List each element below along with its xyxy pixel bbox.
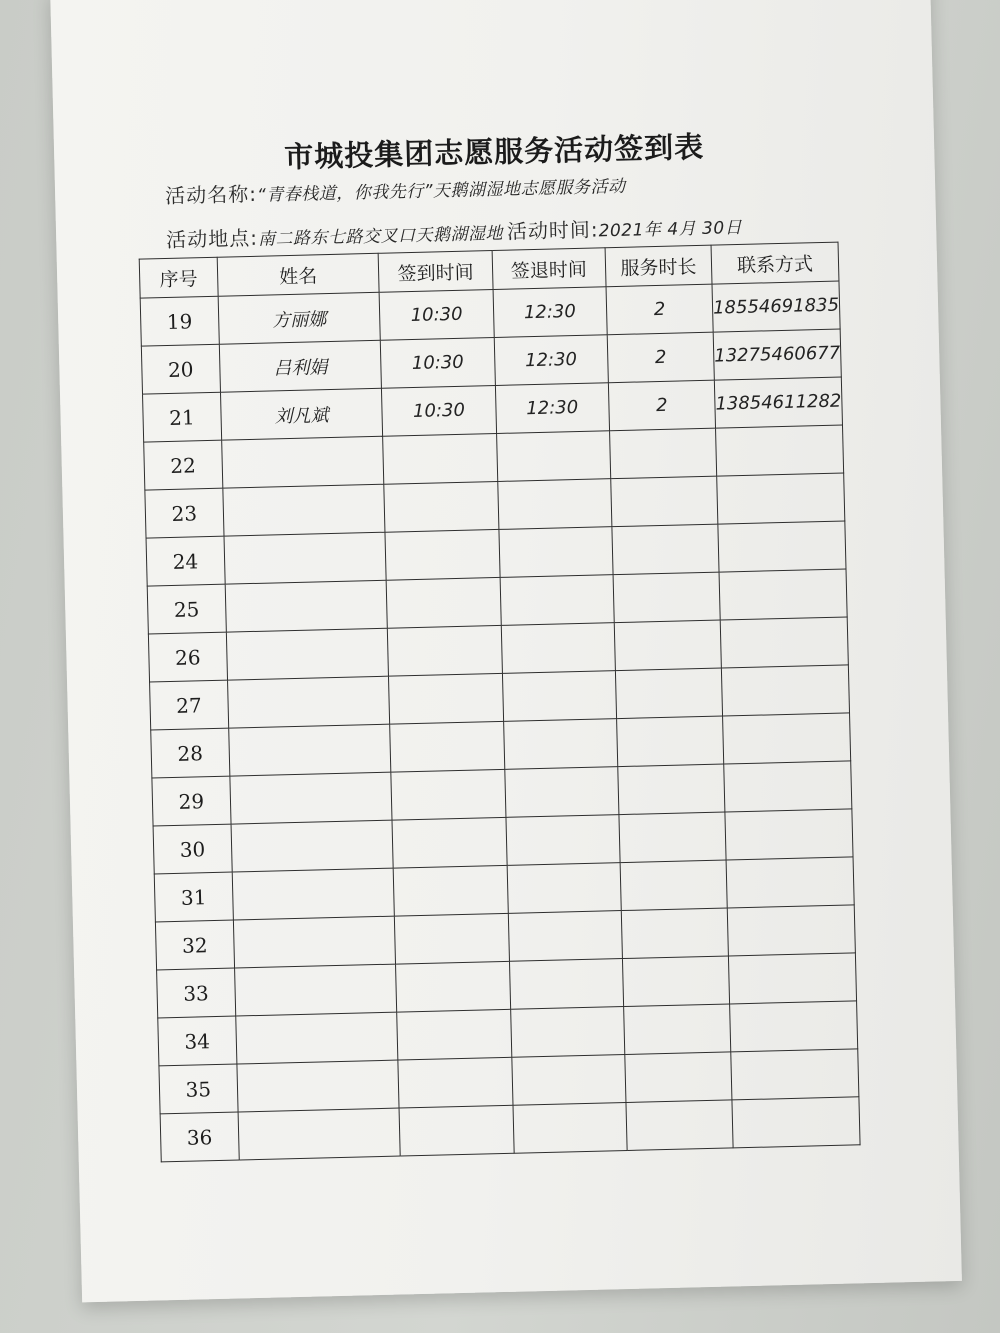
seq-cell: 26: [148, 632, 227, 682]
duration-cell: [611, 476, 718, 527]
seq-cell: 21: [143, 392, 222, 442]
sign-out-cell: [511, 1055, 625, 1106]
header-duration: 服务时长: [605, 245, 712, 287]
contact-cell: [730, 1001, 858, 1052]
attendance-table: [139, 242, 861, 1163]
duration-cell: [623, 1004, 730, 1055]
sign-out-cell: 12:30: [494, 335, 608, 386]
duration-cell: [613, 572, 720, 623]
sign-in-cell: [399, 1105, 513, 1156]
sign-out-cell: 12:30: [495, 383, 609, 434]
contact-cell: [721, 665, 849, 716]
seq-cell: 32: [155, 920, 234, 970]
name-cell: [228, 724, 391, 776]
duration-cell: [621, 908, 728, 959]
contact-cell: 18554691835: [712, 281, 840, 332]
sign-out-cell: [513, 1103, 627, 1154]
duration-cell: [618, 764, 725, 815]
seq-cell: 31: [154, 872, 233, 922]
sign-out-cell: [507, 863, 621, 914]
sign-in-cell: 10:30: [379, 290, 493, 341]
name-cell: [225, 580, 388, 632]
duration-cell: 2: [606, 284, 713, 335]
activity-place-value: 南二路东七路交叉口天鹅湖湿地: [257, 223, 504, 250]
contact-cell: [716, 425, 844, 476]
duration-cell: [616, 716, 723, 767]
sign-in-cell: 10:30: [382, 385, 496, 436]
name-cell: [226, 628, 389, 680]
sign-out-cell: [500, 575, 614, 626]
contact-cell: [718, 521, 846, 572]
contact-cell: [732, 1097, 860, 1148]
activity-time-label: 活动时间:: [506, 217, 599, 244]
duration-cell: [612, 524, 719, 575]
seq-cell: 36: [160, 1112, 239, 1162]
name-cell: [232, 868, 395, 920]
sign-out-cell: [506, 815, 620, 866]
sign-out-cell: [502, 671, 616, 722]
sign-in-cell: [397, 1009, 511, 1060]
contact-cell: [723, 713, 851, 764]
seq-cell: 20: [141, 344, 220, 394]
sign-in-cell: [388, 625, 502, 676]
sign-in-cell: [383, 433, 497, 484]
sign-in-cell: [384, 481, 498, 532]
name-cell: [238, 1108, 401, 1160]
seq-cell: 24: [146, 536, 225, 586]
sign-out-cell: [504, 767, 618, 818]
seq-cell: 19: [140, 296, 219, 346]
sign-in-sheet-paper: [50, 0, 962, 1302]
duration-cell: [619, 812, 726, 863]
contact-cell: [731, 1049, 859, 1100]
header-contact: 联系方式: [711, 242, 839, 284]
seq-cell: 34: [158, 1016, 237, 1066]
sign-out-cell: [510, 1007, 624, 1058]
name-cell: [230, 772, 393, 824]
seq-cell: 27: [150, 680, 229, 730]
activity-place-label: 活动地点:: [165, 225, 259, 252]
contact-cell: [719, 569, 847, 620]
name-cell: 吕利娟: [219, 340, 382, 392]
sign-in-cell: [390, 721, 504, 772]
sign-out-cell: [508, 911, 622, 962]
duration-cell: [625, 1052, 732, 1103]
name-cell: 刘凡斌: [220, 388, 383, 440]
duration-cell: [622, 956, 729, 1007]
sign-in-cell: [393, 865, 507, 916]
duration-cell: [615, 668, 722, 719]
seq-cell: 33: [157, 968, 236, 1018]
name-cell: [237, 1060, 400, 1112]
sign-out-cell: 12:30: [493, 287, 607, 338]
sign-in-cell: [391, 769, 505, 820]
sign-in-cell: [389, 673, 503, 724]
contact-cell: [725, 809, 853, 860]
duration-cell: [614, 620, 721, 671]
duration-cell: [609, 428, 716, 479]
header-seq: 序号: [139, 257, 218, 298]
sign-out-cell: [499, 527, 613, 578]
contact-cell: [720, 617, 848, 668]
sign-out-cell: [501, 623, 615, 674]
sign-in-cell: [392, 817, 506, 868]
contact-cell: [717, 473, 845, 524]
sign-out-cell: [497, 479, 611, 530]
header-sign-in: 签到时间: [378, 251, 492, 293]
name-cell: [234, 964, 397, 1016]
sign-in-cell: [398, 1057, 512, 1108]
duration-cell: [620, 860, 727, 911]
contact-cell: 13275460677: [713, 329, 841, 380]
seq-cell: 22: [144, 440, 223, 490]
contact-cell: 13854611282: [714, 377, 842, 428]
activity-name-label: 活动名称:: [164, 181, 258, 208]
contact-cell: [726, 857, 854, 908]
duration-cell: 2: [607, 332, 714, 383]
seq-cell: 23: [145, 488, 224, 538]
sign-out-cell: [503, 719, 617, 770]
name-cell: [223, 484, 386, 536]
seq-cell: 30: [153, 824, 232, 874]
sign-in-cell: [395, 913, 509, 964]
activity-time-value: 2021年 4月 30日: [598, 217, 743, 242]
name-cell: [224, 532, 387, 584]
seq-cell: 25: [147, 584, 226, 634]
name-cell: [233, 916, 396, 968]
activity-name-value: “青春栈道，你我先行”天鹅湖湿地志愿服务活动: [256, 176, 626, 206]
name-cell: [227, 676, 390, 728]
name-cell: [235, 1012, 398, 1064]
name-cell: [221, 436, 384, 488]
sign-in-cell: [385, 529, 499, 580]
contact-cell: [727, 905, 855, 956]
name-cell: [231, 820, 394, 872]
header-sign-out: 签退时间: [492, 248, 606, 290]
sheet-title: 市城投集团志愿服务活动签到表: [283, 129, 705, 175]
name-cell: 方丽娜: [218, 292, 381, 344]
contact-cell: [724, 761, 852, 812]
seq-cell: 28: [151, 728, 230, 778]
sign-in-cell: [396, 961, 510, 1012]
sign-out-cell: [509, 959, 623, 1010]
seq-cell: 29: [152, 776, 231, 826]
sign-in-cell: 10:30: [381, 338, 495, 389]
contact-cell: [728, 953, 856, 1004]
sign-in-cell: [386, 577, 500, 628]
sign-out-cell: [496, 431, 610, 482]
seq-cell: 35: [159, 1064, 238, 1114]
duration-cell: 2: [608, 380, 715, 431]
duration-cell: [626, 1100, 733, 1151]
header-name: 姓名: [217, 253, 380, 296]
